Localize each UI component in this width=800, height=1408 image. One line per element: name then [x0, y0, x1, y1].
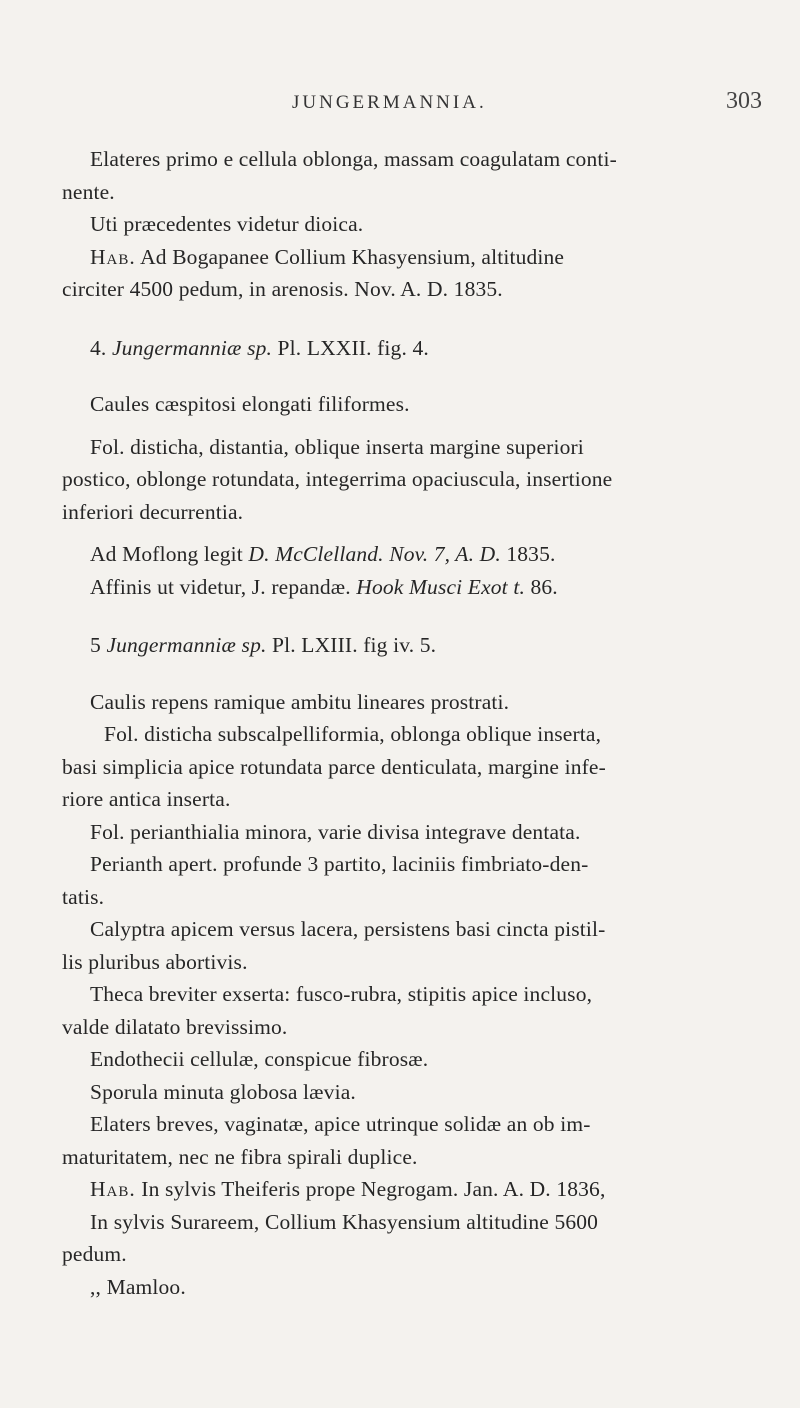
text-line: Caules cæspitosi elongati filiformes.: [90, 392, 410, 416]
affinity-line: [62, 571, 752, 604]
text-line: circiter 4500 pedum, in arenosis. Nov. A. D. 1835.: [62, 277, 503, 301]
text-line: Elaters breves, vaginatæ, apice utrinque solidæ an ob im-: [90, 1112, 591, 1136]
species-number: 5: [90, 633, 107, 657]
text-line: inferiori decurrentia.: [62, 499, 244, 524]
text-line: Theca breviter exserta: fusco-rubra, stipitis apice incluso,: [90, 982, 593, 1006]
body-text: [62, 143, 752, 1303]
text-line: Caulis repens ramique ambitu lineares prostrati.: [90, 689, 510, 714]
habitat-label: Hab.: [90, 1177, 136, 1201]
text-fragment: Ad Moflong legit: [90, 542, 249, 566]
habitat-line: [62, 241, 752, 274]
text-line: Fol. disticha, distantia, oblique inserta margine superiori: [90, 434, 584, 459]
text-line: maturitatem, nec ne fibra spirali duplice.: [62, 1144, 418, 1169]
running-head: [0, 88, 800, 122]
text-line: basi simplicia apice rotundata parce denticulata, margine infe-: [62, 754, 606, 779]
text-fragment: 86.: [524, 574, 558, 599]
habitat-line: [62, 1173, 752, 1206]
citation: Hook Musci Exot t.: [356, 574, 525, 599]
text-fragment: 1835.: [500, 542, 556, 566]
text-line: In sylvis Surareem, Collium Khasyensium altitudine 5600: [90, 1209, 599, 1234]
text-fragment: Ad Bogapanee Collium Khasyensium, altitudine: [135, 244, 565, 269]
text-line: Perianth apert. profunde 3 partito, laciniis fimbriato-den-: [90, 852, 589, 876]
collector-name: D. McClelland. Nov. 7, A. D.: [248, 542, 501, 566]
text-line: ,, Mamloo.: [90, 1274, 186, 1299]
text-line: pedum.: [62, 1242, 127, 1266]
text-line: nente.: [62, 179, 115, 204]
text-line: tatis.: [62, 884, 105, 909]
species-name: Jungermanniæ sp.: [111, 335, 273, 360]
text-fragment: Affinis ut videtur, J. repandæ.: [90, 574, 357, 599]
text-line: riore antica inserta.: [62, 787, 231, 811]
species-heading-5: [62, 629, 752, 662]
plate-reference: Pl. LXXII. fig. 4.: [272, 335, 429, 360]
habitat-label: Hab.: [90, 244, 136, 269]
text-line: Fol. perianthialia minora, varie divisa integrave dentata.: [90, 819, 581, 844]
collector-line: [62, 538, 752, 571]
text-line: Endothecii cellulæ, conspicue fibrosæ.: [90, 1047, 429, 1071]
text-line: Calyptra apicem versus lacera, persistens basi cincta pistil-: [90, 917, 606, 941]
species-name: Jungermanniæ sp.: [106, 633, 267, 657]
running-title: JUNGERMANNIA.: [292, 92, 487, 113]
plate-reference: Pl. LXIII. fig iv. 5.: [266, 633, 437, 657]
text-line: lis pluribus abortivis.: [62, 949, 248, 974]
text-line: Elateres primo e cellula oblonga, massam coagulatam conti-: [90, 147, 617, 171]
text-line: Fol. disticha subscalpelliformia, oblonga oblique inserta,: [104, 722, 602, 746]
text-line: Uti præcedentes videtur dioica.: [90, 212, 364, 236]
species-heading-4: [62, 332, 752, 365]
text-line: postico, oblonge rotundata, integerrima opaciuscula, insertione: [62, 467, 613, 491]
text-line: Sporula minuta globosa lævia.: [90, 1079, 356, 1104]
page-number: 303: [726, 88, 762, 114]
text-fragment: In sylvis Theiferis prope Negrogam. Jan. A. D. 1836,: [135, 1177, 606, 1201]
text-line: valde dilatato brevissimo.: [62, 1014, 288, 1039]
species-number: 4.: [90, 335, 112, 360]
